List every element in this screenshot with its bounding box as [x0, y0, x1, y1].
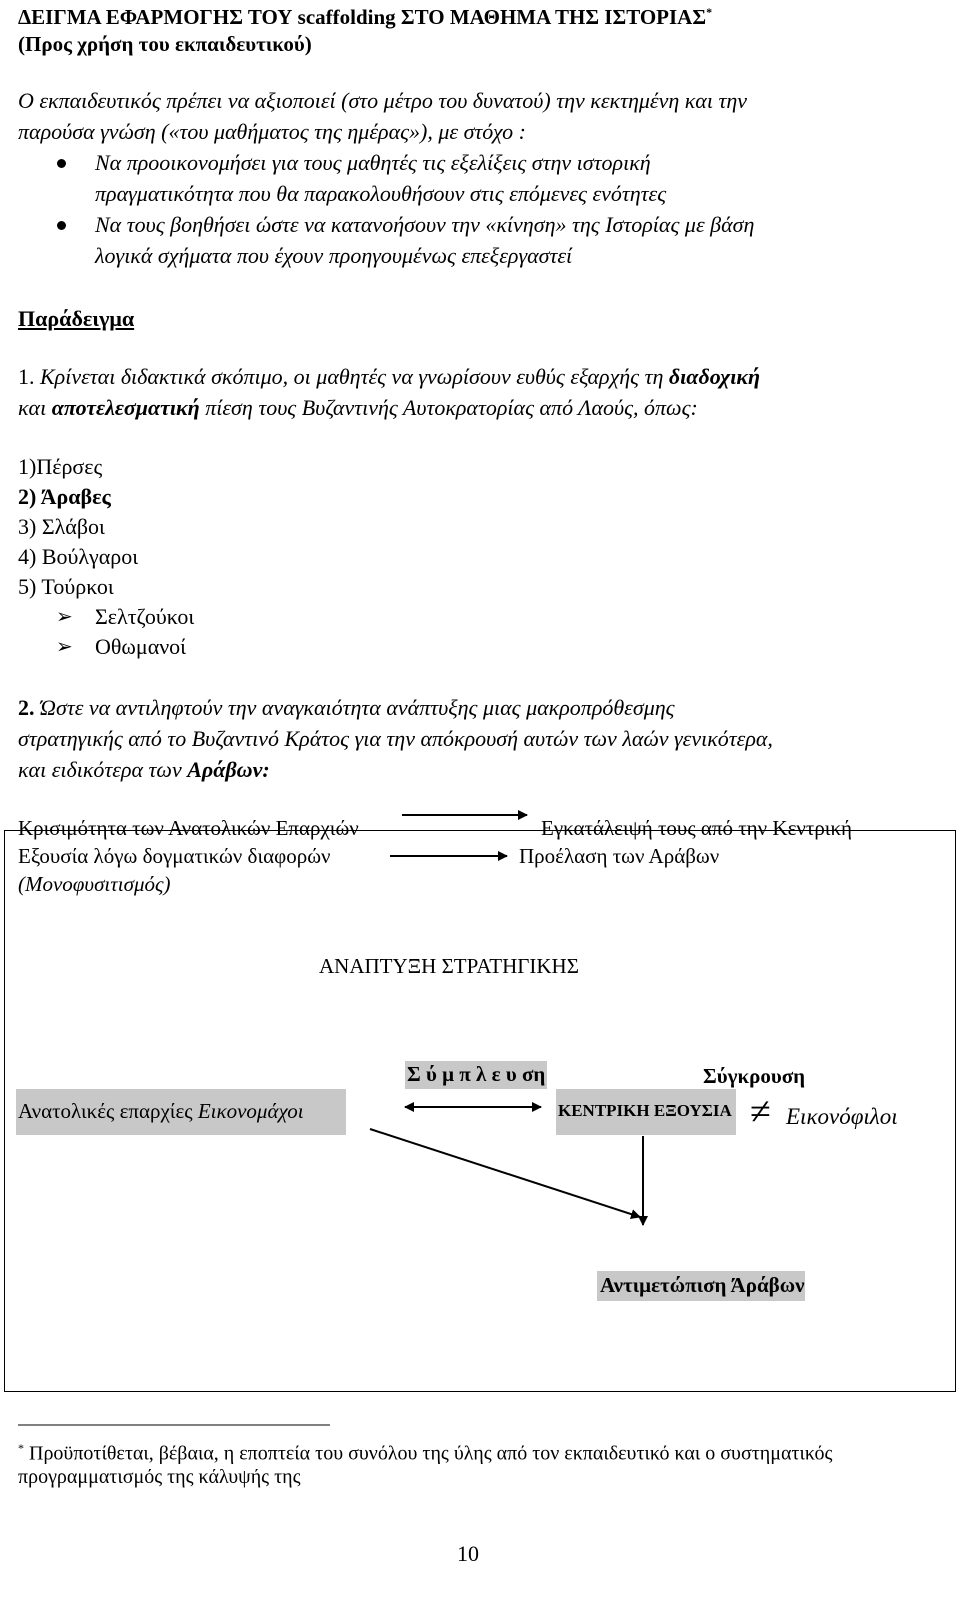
footnote-reference: *: [706, 5, 713, 19]
point-1-text-a: Κρίνεται διδακτικά σκόπιμο, οι μαθητές να γνωρίσουν ευθύς εξαρχής τη: [34, 364, 669, 389]
intro-line-2: παρούσα γνώση («του μαθήματος της ημέρας»), με στόχο :: [18, 119, 526, 144]
iconophiles-label: Εικονόφιλοι: [786, 1104, 898, 1129]
people-item-4: 4) Βούλγαροι: [18, 544, 139, 569]
footnote-mark: *: [18, 1441, 24, 1455]
strategy-heading: ΑΝΑΠΤΥΞΗ ΣΤΡΑΤΗΓΙΚΗΣ: [319, 954, 579, 978]
arrow-diagonal: [370, 1129, 640, 1217]
bullet-2-line-1: Να τους βοηθήσει ώστε να κατανοήσουν την «κίνηση» της Ιστορίας με βάση: [95, 212, 755, 237]
diagram-right-line-2: Προέλαση των Αράβων: [519, 844, 720, 868]
point-1-text-c: πίεση τους Βυζαντινής Αυτοκρατορίας από Λαούς, όπως:: [199, 395, 698, 420]
point-1-bold-a: διαδοχική: [668, 364, 761, 389]
footnote-line-1: [18, 1442, 832, 1464]
people-item-2: 2) Άραβες: [18, 484, 111, 509]
alliance-label: Σ ύ μ π λ ε υ ση: [405, 1061, 547, 1089]
central-power-box: ΚΕΝΤΡΙΚΗ ΕΞΟΥΣΙΑ: [556, 1089, 736, 1135]
diagram-left-line-2: Εξουσία λόγω δογματικών διαφορών: [18, 844, 331, 868]
diagram-left-line-1: Κρισιμότητα των Ανατολικών Επαρχιών: [18, 816, 359, 840]
example-heading: Παράδειγμα: [18, 306, 135, 331]
iconoclasts-text: Εικονομάχοι: [197, 1099, 304, 1123]
bullet-1-line-2: πραγματικότητα που θα παρακολουθήσουν στις επόμενες ενότητες: [95, 181, 667, 206]
people-subitem-1: Σελτζούκοι: [95, 604, 195, 629]
arrow-marker-icon: ➢: [56, 606, 73, 628]
point-1-text-b: και: [18, 395, 52, 420]
point-2-text-3a: και ειδικότερα των: [18, 757, 188, 782]
people-item-3: 3) Σλάβοι: [18, 514, 105, 539]
arabs-response-box: Αντιμετώπιση Άράβων: [597, 1271, 805, 1301]
conflict-label: Σύγκρουση: [703, 1064, 806, 1088]
people-item-1: 1)Πέρσες: [18, 454, 103, 479]
diagram-left-line-3: (Μονοφυσιτισμός): [18, 872, 171, 896]
arrow-marker-icon: ➢: [56, 636, 73, 658]
page-subtitle: (Προς χρήση του εκπαιδευτικού): [18, 32, 312, 56]
east-provinces-text: Ανατολικές επαρχίες: [18, 1099, 198, 1123]
footnote-line-2: προγραμματισμός της κάλυψής της: [18, 1466, 301, 1488]
diagram-right-line-1: Εγκατάλειψή τους από την Κεντρική: [541, 816, 853, 840]
point-2-number: 2.: [18, 695, 35, 720]
footnote-text-1: Προϋποτίθεται, βέβαια, η εποπτεία του συνόλου της ύλης από τον εκπαιδευτικό και ο συστηματικός: [24, 1442, 833, 1465]
people-subitem-2: Οθωμανοί: [95, 634, 187, 659]
bullet-1-line-1: Να προοικονομήσει για τους μαθητές τις εξελίξεις στην ιστορική: [95, 150, 651, 175]
page-title-text: ΔΕΙΓΜΑ ΕΦΑΡΜΟΓΗΣ ΤΟΥ scaffolding ΣΤΟ ΜΑΘΗΜΑ ΤΗΣ ΙΣΤΟΡΙΑΣ: [18, 5, 707, 29]
intro-line-1: Ο εκπαιδευτικός πρέπει να αξιοποιεί (στο μέτρο του δυνατού) την κεκτημένη και την: [18, 88, 748, 113]
bullet-2-line-2: λογικά σχήματα που έχουν προηγουμένως επεξεργαστεί: [95, 243, 573, 268]
not-equal-icon: ≠: [750, 1091, 771, 1133]
page-number: 10: [457, 1541, 479, 1566]
point-2-line-2: στρατηγικής από το Βυζαντινό Κράτος για την απόκρουσή αυτών των λαών γενικότερα,: [18, 726, 773, 751]
point-1-number: 1.: [18, 364, 35, 389]
people-item-5: 5) Τούρκοι: [18, 574, 114, 599]
point-2-text-3b: Αράβων:: [187, 757, 270, 782]
point-1-bold-b: αποτελεσματική: [51, 395, 200, 420]
point-2-text-1: Ώστε να αντιληφτούν την αναγκαιότητα ανάπτυξης μιας μακροπρόθεσμης: [34, 695, 675, 720]
